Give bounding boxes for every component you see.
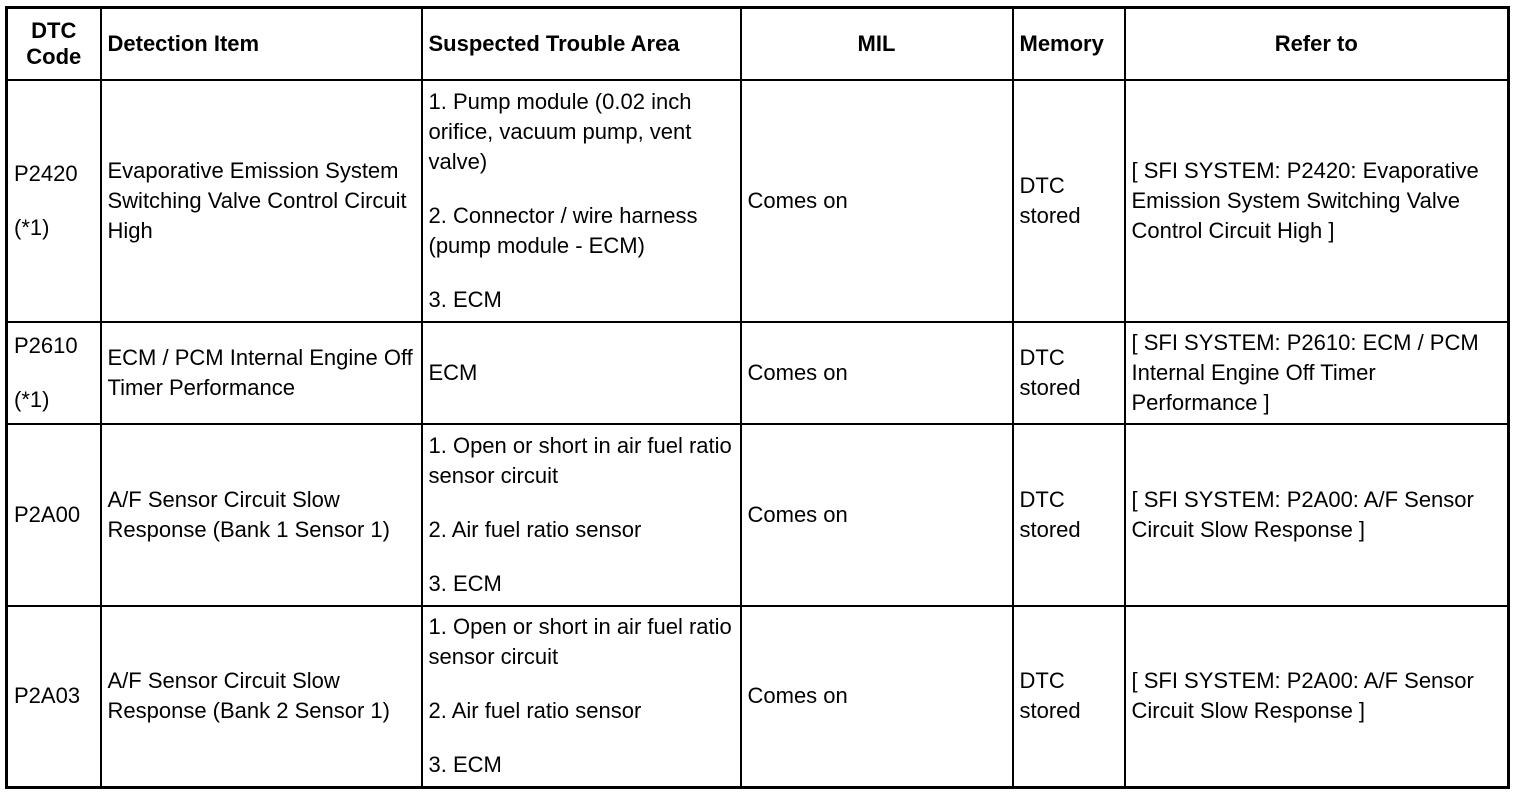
dtc-code: P2A03 bbox=[7, 606, 101, 788]
detection-item: A/F Sensor Circuit Slow Response (Bank 1 Sensor 1) bbox=[101, 424, 422, 606]
trouble-area-item: 1. Pump module (0.02 inch orifice, vacuum pump, vent valve) bbox=[428, 88, 692, 174]
header-suspected-trouble-area: Suspected Trouble Area bbox=[422, 8, 741, 80]
memory-status: DTC stored bbox=[1013, 322, 1125, 424]
suspected-trouble-area: ECM bbox=[422, 322, 741, 424]
trouble-area-item: 2. Air fuel ratio sensor bbox=[428, 698, 642, 724]
dtc-table bbox=[5, 6, 1510, 789]
trouble-area-item: 2. Connector / wire harness (pump module - ECM) bbox=[428, 202, 698, 258]
memory-status: DTC stored bbox=[1013, 80, 1125, 322]
table-header-row bbox=[7, 8, 1509, 80]
mil-status: Comes on bbox=[741, 322, 1013, 424]
suspected-trouble-area bbox=[422, 80, 741, 322]
detection-item: Evaporative Emission System Switching Valve Control Circuit High bbox=[101, 80, 422, 322]
detection-item: ECM / PCM Internal Engine Off Timer Performance bbox=[101, 322, 422, 424]
table-row bbox=[7, 322, 1509, 424]
trouble-area-item: 3. ECM bbox=[428, 752, 502, 778]
dtc-code: P2A00 bbox=[7, 424, 101, 606]
trouble-area-item: 1. Open or short in air fuel ratio sensor circuit bbox=[428, 614, 732, 670]
refer-to-link[interactable]: [ SFI SYSTEM: P2A00: A/F Sensor Circuit Slow Response ] bbox=[1125, 424, 1509, 606]
trouble-area-item: 3. ECM bbox=[428, 570, 502, 596]
dtc-note: (*1) bbox=[14, 214, 50, 240]
memory-status: DTC stored bbox=[1013, 424, 1125, 606]
header-mil: MIL bbox=[741, 8, 1013, 80]
suspected-trouble-area bbox=[422, 424, 741, 606]
memory-status: DTC stored bbox=[1013, 606, 1125, 788]
dtc-code-cell bbox=[7, 80, 101, 322]
table-row bbox=[7, 80, 1509, 322]
trouble-area-item: 1. Open or short in air fuel ratio sensor circuit bbox=[428, 432, 732, 488]
dtc-code: P2420 bbox=[14, 160, 78, 186]
trouble-area-item: 2. Air fuel ratio sensor bbox=[428, 516, 642, 542]
header-dtc-code: DTC Code bbox=[7, 8, 101, 80]
mil-status: Comes on bbox=[741, 424, 1013, 606]
header-detection-item: Detection Item bbox=[101, 8, 422, 80]
refer-to-link[interactable]: [ SFI SYSTEM: P2610: ECM / PCM Internal Engine Off Timer Performance ] bbox=[1125, 322, 1509, 424]
mil-status: Comes on bbox=[741, 606, 1013, 788]
refer-to-link[interactable]: [ SFI SYSTEM: P2A00: A/F Sensor Circuit Slow Response ] bbox=[1125, 606, 1509, 788]
header-refer-to: Refer to bbox=[1125, 8, 1509, 80]
detection-item: A/F Sensor Circuit Slow Response (Bank 2 Sensor 1) bbox=[101, 606, 422, 788]
refer-to-link[interactable]: [ SFI SYSTEM: P2420: Evaporative Emission System Switching Valve Control Circuit High ] bbox=[1125, 80, 1509, 322]
table-row bbox=[7, 606, 1509, 788]
mil-status: Comes on bbox=[741, 80, 1013, 322]
table-row bbox=[7, 424, 1509, 606]
dtc-note: (*1) bbox=[14, 386, 50, 412]
suspected-trouble-area bbox=[422, 606, 741, 788]
dtc-code: P2610 bbox=[14, 332, 78, 358]
dtc-code-cell bbox=[7, 322, 101, 424]
header-memory: Memory bbox=[1013, 8, 1125, 80]
trouble-area-item: 3. ECM bbox=[428, 286, 502, 312]
